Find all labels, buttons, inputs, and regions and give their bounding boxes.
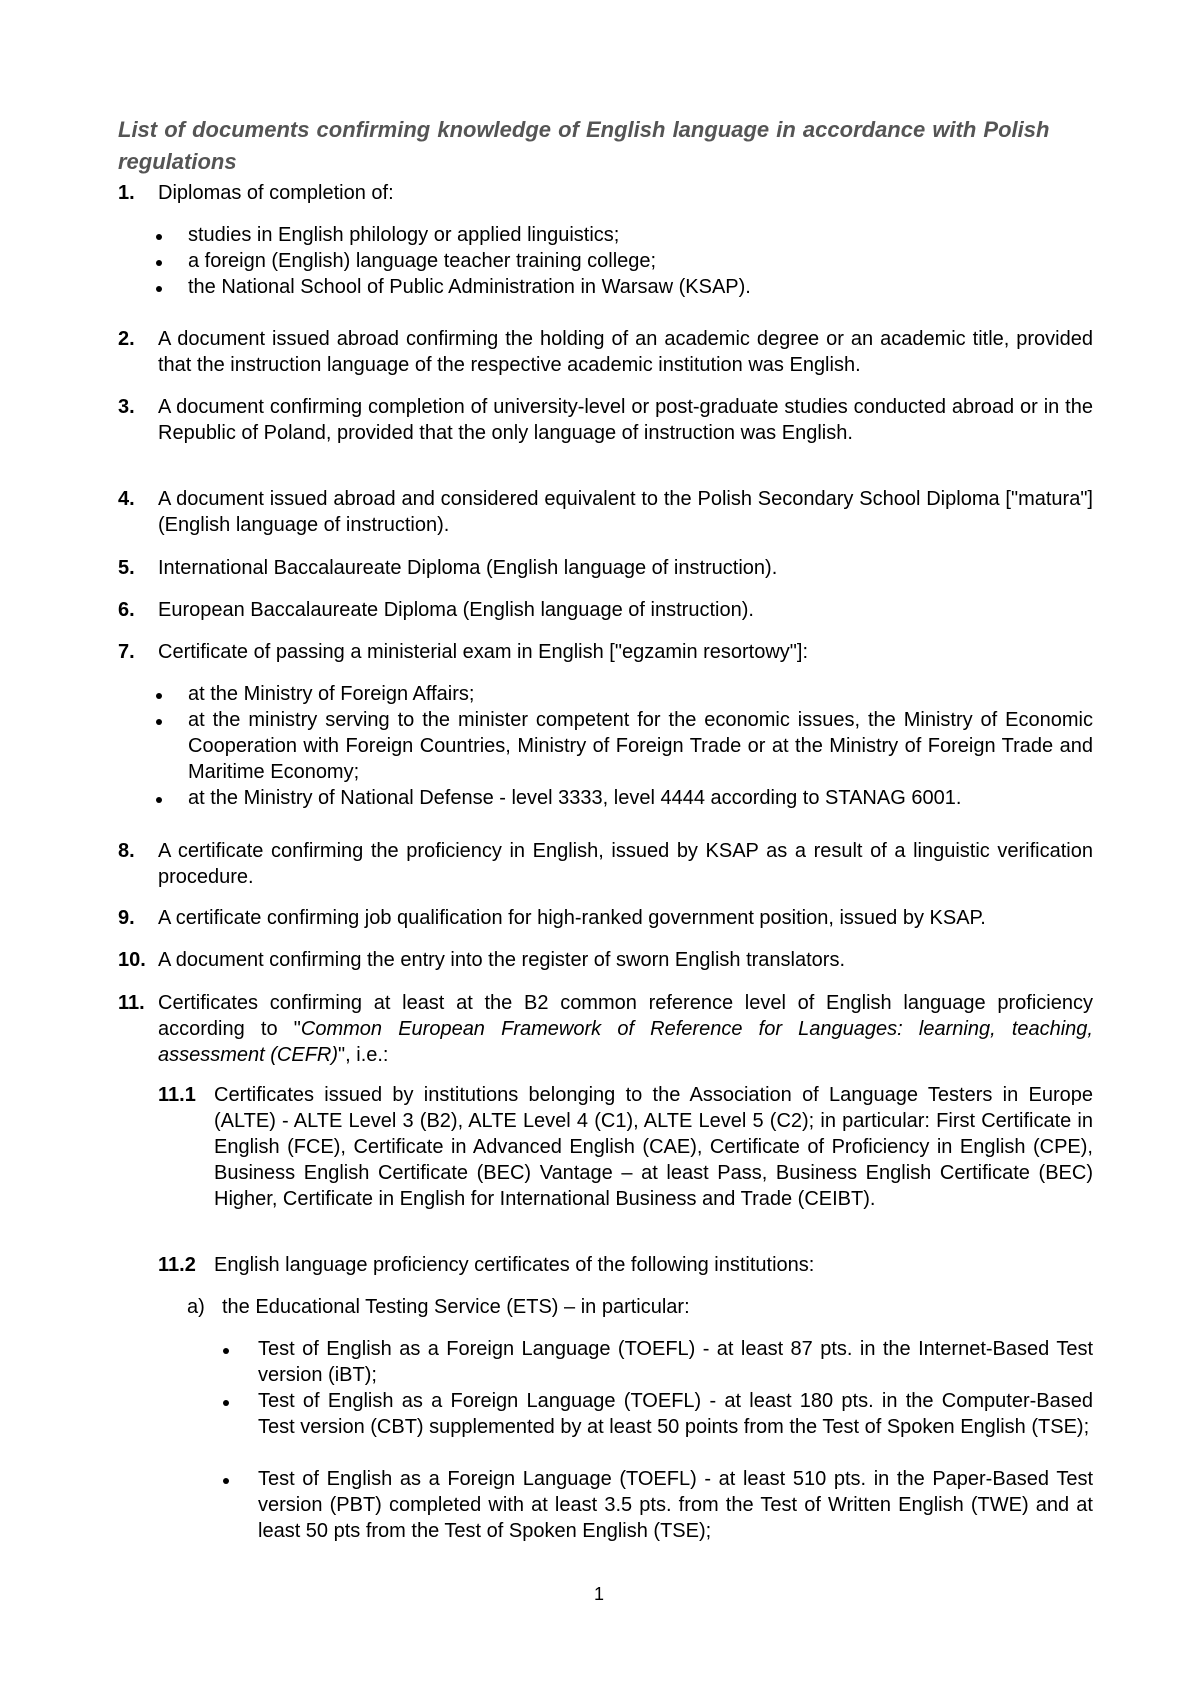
item-number: 10. <box>118 949 146 971</box>
subitem-number: 11.1 <box>158 1084 196 1106</box>
item-number: 9. <box>118 907 135 929</box>
bullet-icon <box>156 234 162 240</box>
item-text: International Baccalaureate Diploma (English language of instruction). <box>158 557 778 579</box>
bullet-icon <box>156 797 162 803</box>
item-number: 4. <box>118 488 135 510</box>
bullet-icon <box>156 719 162 725</box>
item-text: A document issued abroad confirming the holding of an academic degree or an academic title, provided that the instruction language of the respective academic institution was English. <box>158 328 1093 376</box>
bullet-item: Test of English as a Foreign Language (TOEFL) - at least 180 pts. in the Computer-Based Test version (CBT) supplemented by at least 50 points from the Test of Spoken English (TSE); <box>258 1390 1093 1438</box>
bullet-icon <box>223 1478 229 1484</box>
subitem-text: English language proficiency certificates of the following institutions: <box>214 1254 815 1276</box>
item-text: Certificate of passing a ministerial exam in English ["egzamin resortowy"]: <box>158 641 809 663</box>
item-text: A document confirming the entry into the register of sworn English translators. <box>158 949 846 971</box>
sublist-text: the Educational Testing Service (ETS) – in particular: <box>222 1296 690 1318</box>
subitem-number: 11.2 <box>158 1254 196 1276</box>
bullet-item: at the Ministry of Foreign Affairs; <box>188 683 475 705</box>
item-text: A document issued abroad and considered equivalent to the Polish Secondary School Diploma ["matura"] (English language of instruction). <box>158 488 1093 536</box>
bullet-icon <box>223 1400 229 1406</box>
bullet-icon <box>156 260 162 266</box>
bullet-item: Test of English as a Foreign Language (TOEFL) - at least 510 pts. in the Paper-Based Test version (PBT) completed with at least 3.5 pts. from the Test of Written English (TWE) and at least 50 pts from the Test of Spoken English (TSE); <box>258 1468 1093 1542</box>
item-number: 3. <box>118 396 135 418</box>
bullet-icon <box>223 1348 229 1354</box>
item-text-part: Certificates confirming at least at the B2 common reference level of English language proficiency according to " <box>158 992 1093 1040</box>
item-number: 6. <box>118 599 135 621</box>
bullet-item: the National School of Public Administration in Warsaw (KSAP). <box>188 276 751 298</box>
item-number: 5. <box>118 557 135 579</box>
item-number: 2. <box>118 328 135 350</box>
sublist-label: a) <box>187 1296 205 1318</box>
bullet-item: Test of English as a Foreign Language (TOEFL) - at least 87 pts. in the Internet-Based Test version (iBT); <box>258 1338 1093 1386</box>
item-text <box>158 990 1093 1068</box>
item-text: A certificate confirming the proficiency in English, issued by KSAP as a result of a linguistic verification procedure. <box>158 840 1093 888</box>
bullet-icon <box>156 286 162 292</box>
bullet-item: at the ministry serving to the minister competent for the economic issues, the Ministry of Economic Cooperation with Foreign Countries, Ministry of Foreign Trade or at the Ministry of Foreign Trade and Maritime Economy; <box>188 709 1093 783</box>
subitem-text: Certificates issued by institutions belonging to the Association of Language Testers in Europe (ALTE) - ALTE Level 3 (B2), ALTE Level 4 (C1), ALTE Level 5 (C2); in particular: First Certificate in English (FCE), Certificate in Advanced English (CAE), Certificate of Proficiency in English (CPE), Business English Certificate (BEC) Vantage – at least Pass, Business English Certificate (BEC) Higher, Certificate in English for International Business and Trade (CEIBT). <box>214 1084 1093 1210</box>
bullet-item: at the Ministry of National Defense - level 3333, level 4444 according to STANAG 6001. <box>188 787 962 809</box>
item-number: 8. <box>118 840 135 862</box>
item-text: A document confirming completion of university-level or post-graduate studies conducted abroad or in the Republic of Poland, provided that the only language of instruction was English. <box>158 396 1093 444</box>
item-number: 1. <box>118 182 135 204</box>
page-number: 1 <box>594 1584 605 1604</box>
bullet-icon <box>156 693 162 699</box>
item-number: 7. <box>118 641 135 663</box>
item-text: Diplomas of completion of: <box>158 182 394 204</box>
page-title: List of documents confirming knowledge of English language in accordance with Polish regulations <box>118 117 1050 174</box>
bullet-item: studies in English philology or applied linguistics; <box>188 224 620 246</box>
item-text: A certificate confirming job qualification for high-ranked government position, issued by KSAP. <box>158 907 986 929</box>
item-text-italic: Common European Framework of Reference for Languages: learning, teaching, assessment (CEFR) <box>158 1018 1093 1066</box>
item-number: 11. <box>118 992 145 1014</box>
item-text-part: ", i.e.: <box>338 1044 389 1066</box>
bullet-item: a foreign (English) language teacher training college; <box>188 250 657 272</box>
item-text: European Baccalaureate Diploma (English language of instruction). <box>158 599 754 621</box>
